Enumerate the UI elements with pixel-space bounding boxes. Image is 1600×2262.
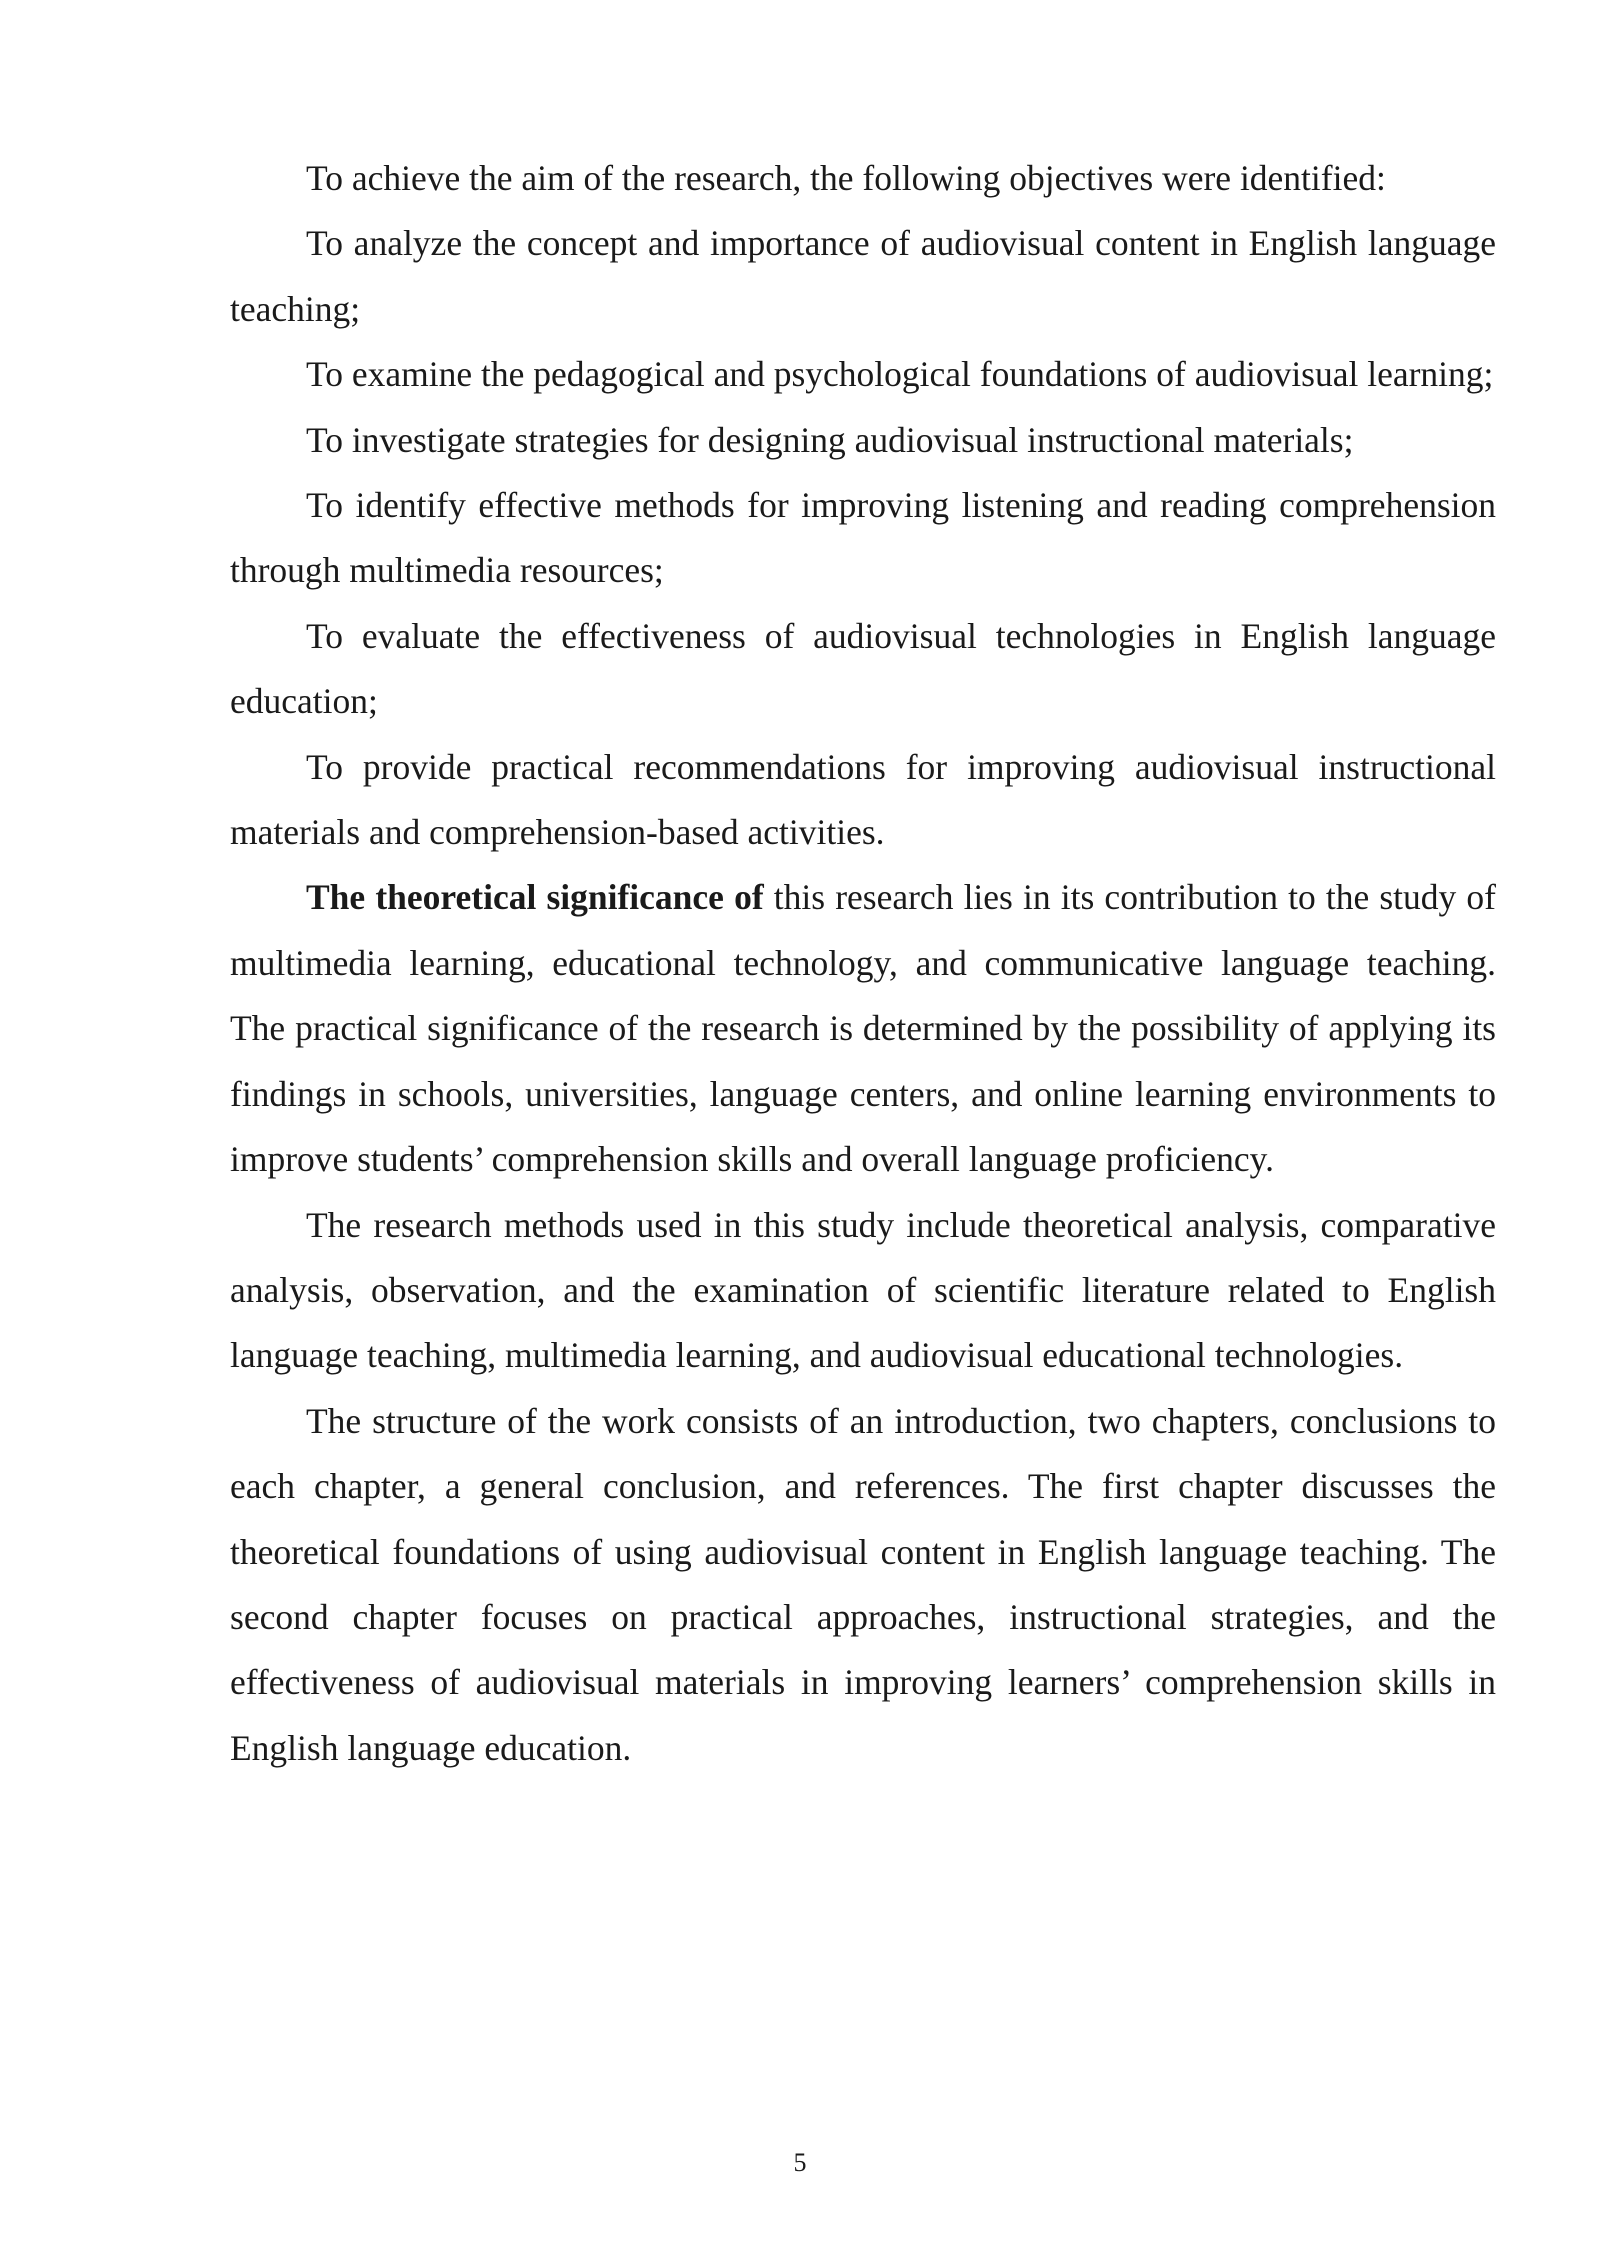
objective-item: To examine the pedagogical and psychological foundations of audiovisual learning;	[306, 354, 1494, 395]
objective-item: To provide practical recommendations for improving audiovisual instructional materials and comprehension-based activities.	[230, 746, 1496, 853]
significance-bold-lead: The theoretical significance of	[306, 877, 764, 918]
objective-item: To analyze the concept and importance of audiovisual content in English language teaching;	[230, 223, 1496, 329]
page-number: 5	[793, 2148, 807, 2177]
body-text	[230, 146, 1496, 1781]
objective-item: To investigate strategies for designing audiovisual instructional materials;	[306, 419, 1354, 460]
objectives-intro: To achieve the aim of the research, the following objectives were identified:	[306, 158, 1386, 198]
significance-text: this research lies in its contribution to the study of multimedia learning, educational technology, and communicative language teaching. The practical significance of the research is determined by the possibility of applying its findings in schools, universities, language centers, and online learning environments to improve students’ comprehension skills and overall language proficiency.	[230, 877, 1496, 1180]
methods-paragraph: The research methods used in this study include theoretical analysis, comparative analysis, observation, and the examination of scientific literature related to English language teaching, multimedia learning, and audiovisual educational technologies.	[230, 1204, 1496, 1376]
objective-item: To identify effective methods for improving listening and reading comprehension through multimedia resources;	[230, 485, 1496, 591]
significance-paragraph	[230, 865, 1496, 1192]
structure-paragraph: The structure of the work consists of an introduction, two chapters, conclusions to each chapter, a general conclusion, and references. The first chapter discusses the theoretical foundations of using audiovisual content in English language teaching. The second chapter focuses on practical approaches, instructional strategies, and the effectiveness of audiovisual materials in improving learners’ comprehension skills in English language education.	[230, 1400, 1496, 1768]
objective-item: To evaluate the effectiveness of audiovisual technologies in English language education;	[230, 615, 1496, 722]
